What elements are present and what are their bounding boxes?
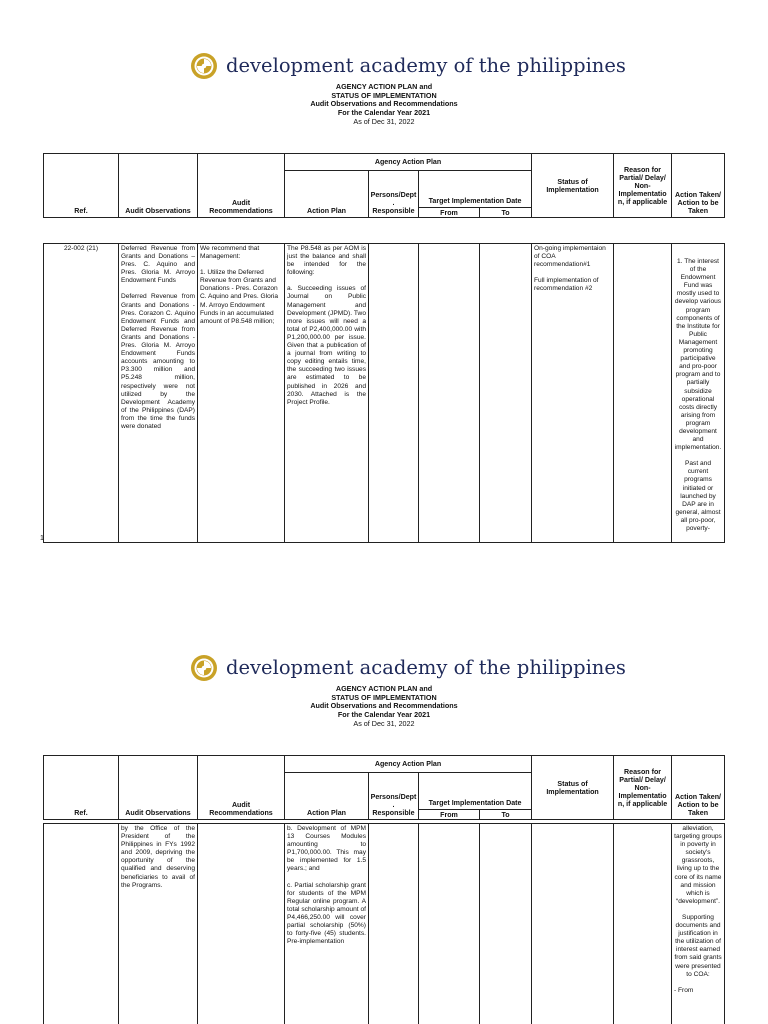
header-action-taken: Action Taken/ Action to be Taken [672,154,725,218]
heading-line-1: AGENCY ACTION PLAN and [335,684,433,693]
header-reason: Reason for Partial/ Delay/ Non- Implementatio n, if applicable [614,756,672,820]
header-action-plan: Action Plan [285,171,369,218]
cell-ref: 22-002 (21) [44,244,119,543]
heading-line-3: Audit Observations and Recommendations [310,701,458,711]
header-action-taken: Action Taken/ Action to be Taken [672,756,725,820]
header-target-date: Target Implementation Date [419,171,532,208]
page-number: 1 [40,535,44,542]
heading-line-2: STATUS OF IMPLEMENTATION [331,90,437,100]
org-name: development academy of the philippines [226,656,626,679]
cell-status [532,824,614,1024]
heading-line-1: AGENCY ACTION PLAN and [335,82,433,91]
cell-persons [369,244,419,543]
cell-observation: Deferred Revenue from Grants and Donations – Pres. C. Aquino and Pres. Gloria M. Arroyo Endowment Funds Deferred Revenue from Grants and Donations - Pres. Corazon C. Aquino Endowment Funds and Deferred Revenue from Grants and Donations - Pres. Gloria M. Arroyo Endowment Funds accounts amounting to P3.300 million and P5.248 million, respectively were not utilized by the Development Academy of the Philippines (DAP) from the time the funds were donated [119,244,198,543]
header-ref: Ref. [44,756,119,820]
dap-emblem-icon [190,654,218,682]
heading-line-2: STATUS OF IMPLEMENTATION [331,692,437,702]
cell-reason [614,824,672,1024]
cell-to [480,244,532,543]
table-row [44,244,725,543]
header-audit-observations: Audit Observations [119,154,198,218]
table-body [43,823,725,1024]
heading-line-4: For the Calendar Year 2021 [337,108,431,118]
heading-line-3: Audit Observations and Recommendations [310,99,458,109]
header-from: From [419,810,480,820]
header-agency-action-plan: Agency Action Plan [285,154,532,171]
cell-action-plan: b. Development of MPM 13 Courses Modules amounting to P1,700,000.00. This may be implemented for 1.5 years.; and c. Partial scholarship grant for students of the MPM Regular online program. A total scholarship amount of P4,466,250.00 will cover partial scholarship (50%) to forty-five (45) students. Pre-implementation [285,824,369,1024]
cell-persons [369,824,419,1024]
cell-to [480,824,532,1024]
header-reason: Reason for Partial/ Delay/ Non- Implementatio n, if applicable [614,154,672,218]
header-action-plan: Action Plan [285,773,369,820]
header-status: Status of Implementation [532,154,614,218]
cell-recommendation [198,824,285,1024]
dap-emblem-icon [190,52,218,80]
header-to: To [480,208,532,218]
cell-action-taken: alleviation, targeting groups in poverty in society's grassroots, living up to the core of its name and mission which is “development”. Supporting documents and justification in the utilization of interest earned from said grants were presented to COA: - From [672,824,725,1024]
cell-observation: by the Office of the President of the Philippines in FYs 1992 and 2009, depriving the opportunity of the qualified and deserving beneficiaries to avail of the Programs. [119,824,198,1024]
header-from: From [419,208,480,218]
report-heading [0,685,768,729]
header-audit-recommendations: Audit Recommendations [198,154,285,218]
header-status: Status of Implementation [532,756,614,820]
header-audit-observations: Audit Observations [119,756,198,820]
cell-from [419,244,480,543]
header-audit-recommendations: Audit Recommendations [198,756,285,820]
cell-recommendation: We recommend that Management: 1. Utilize the Deferred Revenue from Grants and Donations - Pres. Corazon C. Aquino and Pres. Gloria M. Arroyo Endowment Funds in an accumulated amount of P8.548 million; [198,244,285,543]
cell-from [419,824,480,1024]
cell-reason [614,244,672,543]
header-persons-responsible: Persons/Dept . Responsible [369,773,419,820]
header-target-date: Target Implementation Date [419,773,532,810]
report-heading [0,83,768,127]
cell-action-plan: The P8.548 as per AOM is just the balance and shall be intended for the following: a. Succeeding issues of Journal on Public Management and Development (JPMD). Two more issues will need a total of P2,400,000.00 with P1,200,000.00 per issue. Given that a publication of a journal from writing to copy editing entails time, the succeeding two issues are estimated to be published in 2026 and 2030. Attached is the Project Profile. [285,244,369,543]
header-to: To [480,810,532,820]
header-agency-action-plan: Agency Action Plan [285,756,532,773]
table-row [44,824,725,1024]
heading-line-4: For the Calendar Year 2021 [337,710,431,720]
heading-line-5: As of Dec 31, 2022 [353,718,415,728]
cell-action-taken: 1. The interest of the Endowment Fund was mostly used to develop various program components of the Institute for Public Management promoting participative and pro-poor program and to partially subsidize operational costs directly arising from program development and implementation. Past and current programs initiated or launched by DAP are in general, almost all pro-poor, poverty- [672,244,725,543]
cell-status: On-going implementaion of COA recommendation#1 Full implementation of recommendation #2 [532,244,614,543]
heading-line-5: As of Dec 31, 2022 [353,116,415,126]
cell-ref [44,824,119,1024]
table-body [43,243,725,543]
header-persons-responsible: Persons/Dept . Responsible [369,171,419,218]
header-ref: Ref. [44,154,119,218]
org-name: development academy of the philippines [226,54,626,77]
table-header [43,153,725,218]
table-header [43,755,725,820]
